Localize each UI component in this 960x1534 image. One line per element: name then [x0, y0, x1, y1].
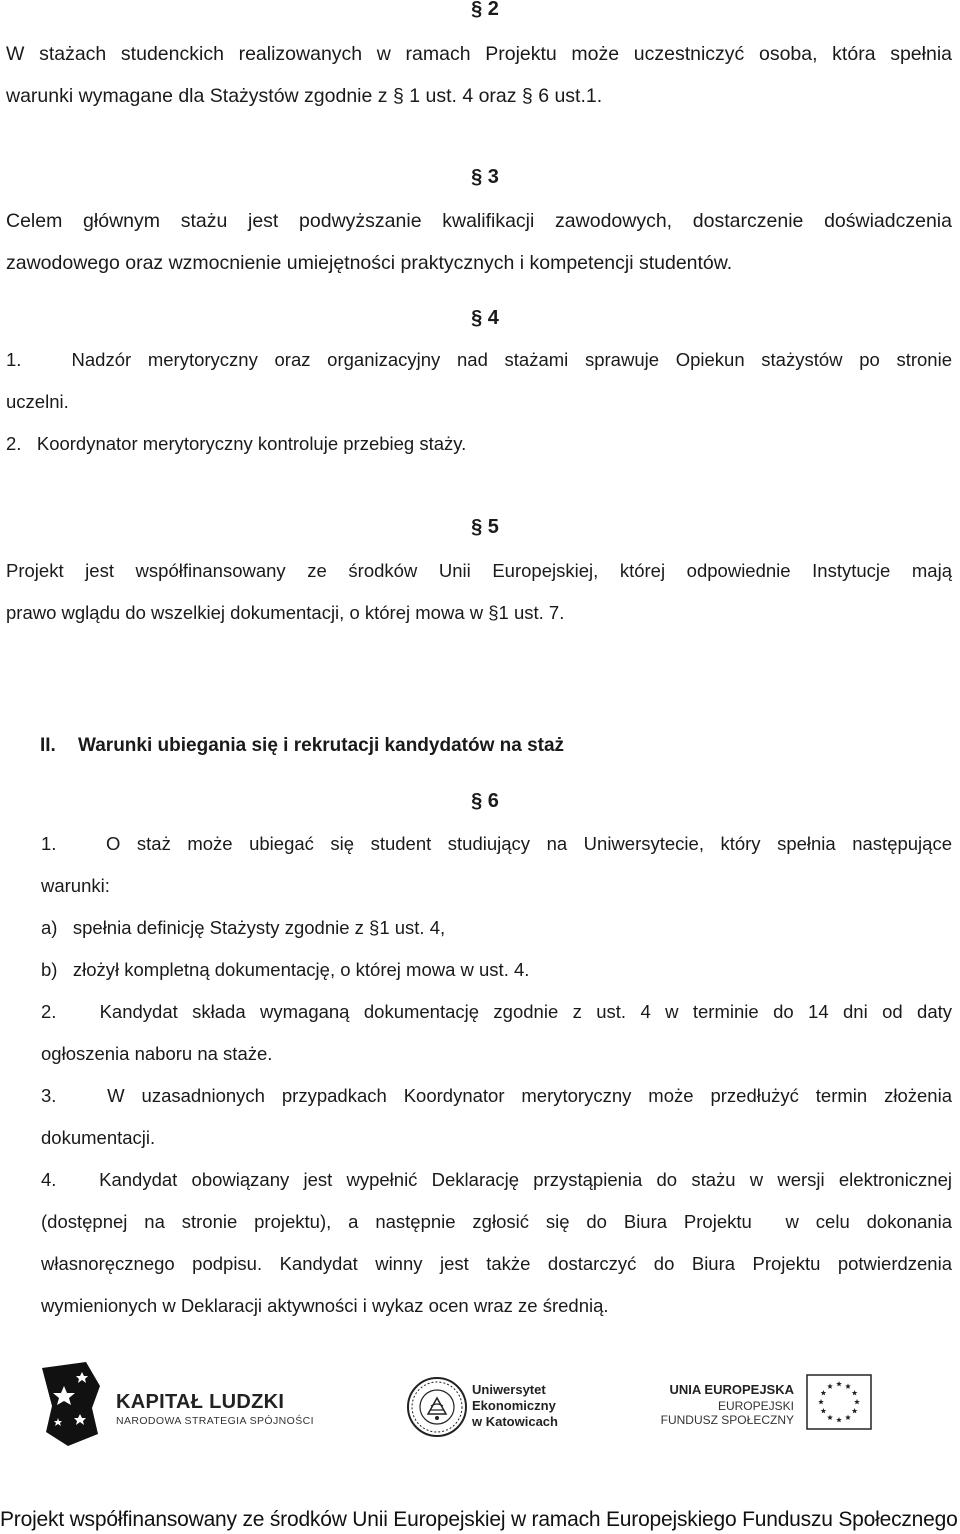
chapter-heading: [40, 735, 564, 757]
text-line: 3. W uzasadnionych przypadkach Koordynator merytoryczny może przedłużyć termin złożenia: [41, 1085, 952, 1106]
text-line: zawodowego oraz wzmocnienie umiejętności praktycznych i kompetencji studentów.: [6, 252, 733, 274]
kapital-ludzki-emblem-icon: [40, 1362, 102, 1446]
section-2-mark: § 2: [471, 0, 499, 20]
university-name-line3: w Katowicach: [472, 1414, 558, 1429]
text-line: ogłoszenia naboru na staże.: [41, 1043, 273, 1064]
university-seal-icon: [406, 1376, 468, 1438]
eu-logo: [660, 1372, 918, 1442]
chapter-number: II.: [40, 735, 56, 756]
section-6-mark: § 6: [471, 790, 499, 812]
kapital-ludzki-logo: [40, 1362, 314, 1446]
text-line: a) spełnia definicję Stażysty zgodnie z §1 ust. 4,: [41, 917, 446, 938]
section-4-text: [6, 339, 952, 465]
text-line: (dostępnej na stronie projektu), a następnie zgłosić się do Biura Projektu w celu dokonania: [41, 1211, 952, 1232]
section-3-mark: § 3: [471, 166, 499, 188]
eu-line3: FUNDUSZ SPOŁECZNY: [660, 1413, 794, 1427]
text-line: 1. O staż może ubiegać się student studiujący na Uniwersytecie, który spełnia następujące: [41, 833, 952, 854]
footer-text: Projekt współfinansowany ze środków Unii Europejskiej w ramach Europejskiego Funduszu Społecznego: [0, 1508, 958, 1531]
kapital-ludzki-title: KAPITAŁ LUDZKI: [116, 1391, 285, 1413]
text-line: b) złożył kompletną dokumentację, o której mowa w ust. 4.: [41, 959, 530, 980]
section-2-text: [6, 33, 952, 117]
text-line: W stażach studenckich realizowanych w ramach Projektu może uczestniczyć osoba, która spełnia: [6, 43, 952, 65]
eu-flag-icon: [806, 1374, 872, 1430]
text-line: uczelni.: [6, 391, 69, 412]
text-line: 2. Kandydat składa wymaganą dokumentację zgodnie z ust. 4 w terminie do 14 dni od daty: [41, 1001, 952, 1022]
text-line: 4. Kandydat obowiązany jest wypełnić Deklarację przystąpienia do stażu w wersji elektronicznej: [41, 1169, 952, 1190]
kapital-ludzki-subtitle: NARODOWA STRATEGIA SPÓJNOŚCI: [116, 1415, 314, 1427]
university-logo: [406, 1376, 576, 1440]
text-line: warunki wymagane dla Stażystów zgodnie z § 1 ust. 4 oraz § 6 ust.1.: [6, 85, 603, 107]
text-line: warunki:: [41, 875, 110, 896]
text-line: prawo wglądu do wszelkiej dokumentacji, o której mowa w §1 ust. 7.: [6, 602, 565, 623]
text-line: Projekt jest współfinansowany ze środków Unii Europejskiej, której odpowiednie Instytucje mają: [6, 560, 952, 581]
section-4-mark: § 4: [471, 307, 499, 329]
section-6-text: [41, 823, 952, 1327]
section-3-text: [6, 200, 952, 284]
text-line: wymienionych w Deklaracji aktywności i wykaz ocen wraz ze średnią.: [41, 1295, 609, 1316]
text-line: dokumentacji.: [41, 1127, 156, 1148]
text-line: własnoręcznego podpisu. Kandydat winny jest także dostarczyć do Biura Projektu potwierdzenia: [41, 1253, 952, 1274]
section-5-text: [6, 550, 952, 634]
university-name-line2: Ekonomiczny: [472, 1398, 556, 1413]
eu-line2: EUROPEJSKI: [717, 1399, 794, 1413]
university-name-line1: Uniwersytet: [472, 1382, 546, 1397]
section-5-mark: § 5: [471, 516, 499, 538]
eu-line1: UNIA EUROPEJSKA: [669, 1382, 794, 1397]
text-line: 2. Koordynator merytoryczny kontroluje przebieg staży.: [6, 433, 467, 454]
text-line: 1. Nadzór merytoryczny oraz organizacyjny nad stażami sprawuje Opiekun stażystów po stronie: [6, 349, 952, 370]
chapter-title: Warunki ubiegania się i rekrutacji kandydatów na staż: [78, 735, 565, 756]
text-line: Celem głównym stażu jest podwyższanie kwalifikacji zawodowych, dostarczenie doświadczenia: [6, 210, 952, 232]
